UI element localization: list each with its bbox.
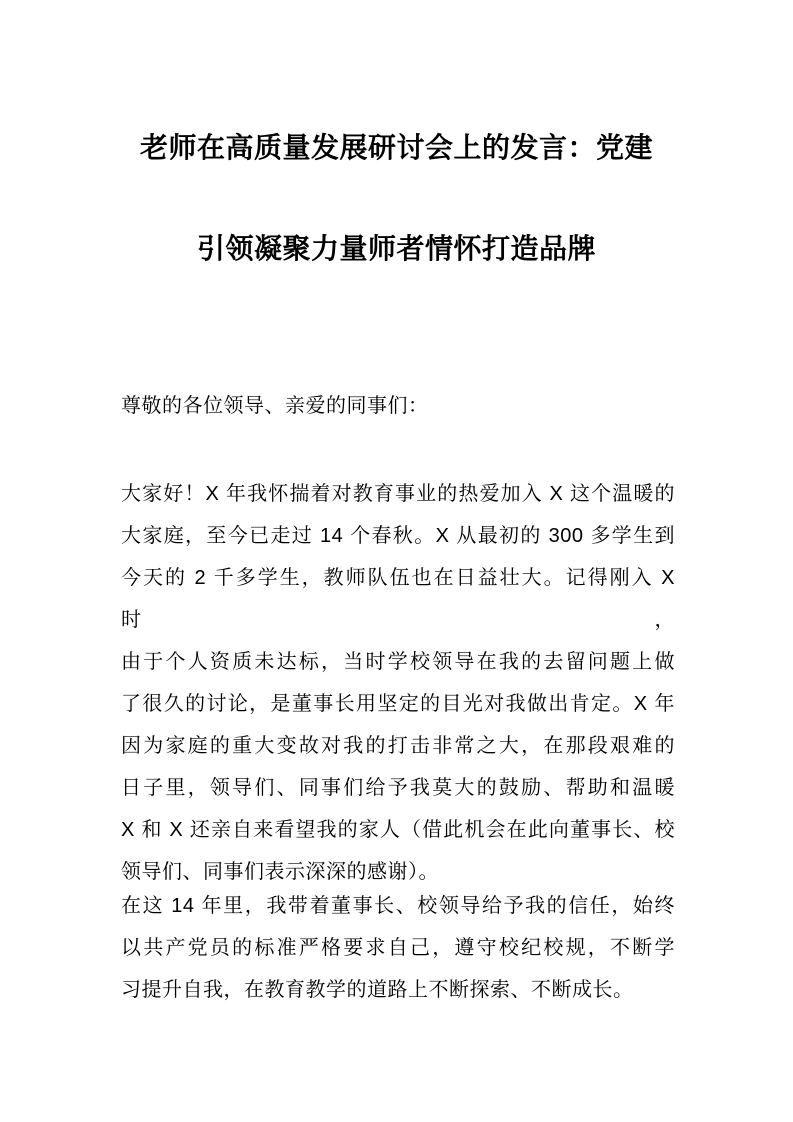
document-title-line-2: 引领凝聚力量师者情怀打造品牌 [196,233,596,264]
salutation-line: 尊敬的各位领导、亲爱的同事们： [121,395,429,417]
paragraph-2-line-3: 习提升自我，在教育教学的道路上不断探索、不断成长。 [121,979,634,1001]
paragraph-1-line-5: 了很久的讨论，是董事长用坚定的目光对我做出肯定。X 年 [121,693,675,715]
document-title-line-1: 老师在高质量发展研讨会上的发言：党建 [139,132,653,163]
paragraph-1-line-7: 日子里，领导们、同事们给予我莫大的鼓励、帮助和温暖 [121,777,675,799]
paragraph-body-2 [121,885,675,1011]
paragraph-2-line-2: 以共产党员的标准严格要求自己，遵守校纪校规，不断学 [121,937,675,959]
paragraph-2-line-1: 在这 14 年里，我带着董事长、校领导给予我的信任，始终 [121,895,675,917]
paragraph-1-line-4: 由于个人资质未达标，当时学校领导在我的去留问题上做 [121,651,675,673]
paragraph-1-line-6: 因为家庭的重大变故对我的打击非常之大，在那段艰难的 [121,735,675,757]
paragraph-1-line-3: 今天的 2 千多学生，教师队伍也在日益壮大。记得刚入 X 时， [121,567,675,631]
paragraph-1-line-1: 大家好！X 年我怀揣着对教育事业的热爱加入 X 这个温暖的 [121,483,675,505]
paragraph-1-line-2: 大家庭，至今已走过 14 个春秋。X 从最初的 300 多学生到 [121,525,675,547]
paragraph-1-line-8: X 和 X 还亲自来看望我的家人（借此机会在此向董事长、校 [121,819,675,841]
paragraph-1-line-9: 领导们、同事们表示深深的感谢）。 [121,861,439,883]
paragraph-body-1 [121,473,675,893]
